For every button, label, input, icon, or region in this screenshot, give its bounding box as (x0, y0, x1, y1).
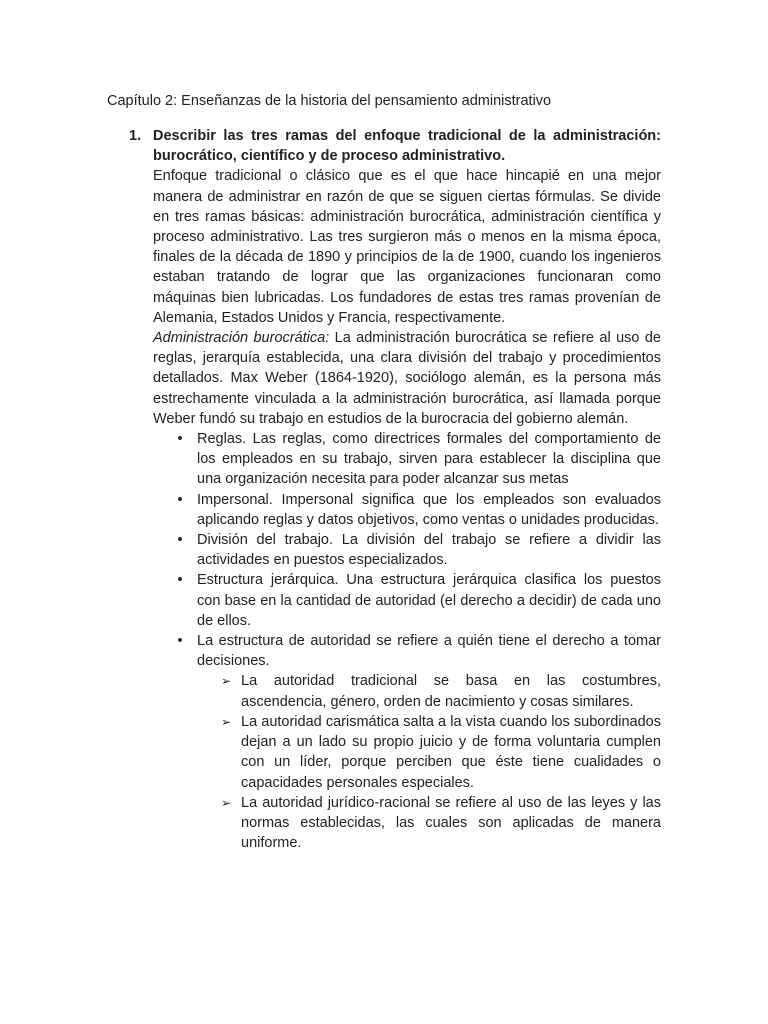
arrow-right-icon: ➢ (220, 714, 232, 729)
list-item (175, 570, 661, 631)
list-item (175, 429, 661, 490)
bullet-list (153, 429, 661, 853)
bureaucratic-paragraph (153, 328, 661, 429)
bullet-icon: • (177, 491, 183, 508)
list-item-text: División del trabajo. La división del trabajo se refiere a dividir las actividades en puestos especializados. (197, 532, 661, 569)
question-body (153, 126, 661, 853)
bureaucratic-text: La administración burocrática se refiere al uso de reglas, jerarquía establecida, una clara división del trabajo y procedimientos detallados. Max Weber (1864-1920), sociólogo alemán, es la persona más estrechamente vinculada a la administración burocrática, así llamada porque Weber fundó su trabajo en estudios de la burocracia del gobierno alemán. (153, 330, 661, 427)
list-item (175, 490, 661, 530)
question-number: 1. (129, 128, 142, 144)
sub-bullet-list (197, 671, 661, 853)
list-item-text: La estructura de autoridad se refiere a quién tiene el derecho a tomar decisiones. (197, 633, 661, 670)
question-heading: Describir las tres ramas del enfoque tradicional de la administración: burocrático, científico y de proceso administrativo. (153, 128, 661, 165)
sub-list-item (219, 793, 661, 854)
question-1 (129, 126, 661, 853)
bureaucratic-label: Administración burocrática: (153, 330, 330, 347)
sub-list-item-text: La autoridad jurídico-racional se refiere al uso de las leyes y las normas establecidas, las cuales son aplicadas de manera uniforme. (241, 794, 661, 852)
sub-list-item (219, 671, 661, 711)
list-item-text: Estructura jerárquica. Una estructura jerárquica clasifica los puestos con base en la cantidad de autoridad (el derecho a decidir) de cada uno de ellos. (197, 572, 661, 629)
bullet-icon: • (177, 431, 183, 448)
sub-list-item-text: La autoridad carismática salta a la vista cuando los subordinados dejan a un lado su propio juicio y de forma voluntaria cumplen con un líder, porque perciben que éste tiene cualidades o capacidades personales especiales. (241, 713, 661, 791)
bullet-icon: • (177, 532, 183, 549)
list-item (175, 530, 661, 570)
bullet-icon: • (177, 572, 183, 589)
list-item-text: Reglas. Las reglas, como directrices formales del comportamiento de los empleados en su trabajo, sirven para establecer la disciplina que una organización necesita para poder alcanzar sus metas (197, 431, 661, 488)
sub-list-item (219, 712, 661, 793)
arrow-right-icon: ➢ (220, 795, 232, 810)
arrow-right-icon: ➢ (220, 674, 232, 689)
chapter-title: Capítulo 2: Enseñanzas de la historia del pensamiento administrativo (107, 93, 552, 109)
list-item-text: Impersonal. Impersonal significa que los empleados son evaluados aplicando reglas y datos objetivos, como ventas o unidades producidas. (197, 491, 661, 528)
list-item (175, 631, 661, 853)
bullet-icon: • (177, 633, 183, 650)
intro-paragraph: Enfoque tradicional o clásico que es el que hace hincapié en una mejor manera de administrar en razón de que se siguen ciertas fórmulas. Se divide en tres ramas básicas: administración burocrática, administración científica y proceso administrativo. Las tres surgieron más o menos en la misma época, finales de la década de 1890 y principios de la de 1900, cuando los ingenieros estaban tratando de lograr que las organizaciones funcionaran como máquinas bien lubricadas. Los fundadores de estas tres ramas provenían de Alemania, Estados Unidos y Francia, respectivamente. (153, 168, 661, 326)
sub-list-item-text: La autoridad tradicional se basa en las costumbres, ascendencia, género, orden de nacimiento y cosas similares. (241, 673, 661, 710)
